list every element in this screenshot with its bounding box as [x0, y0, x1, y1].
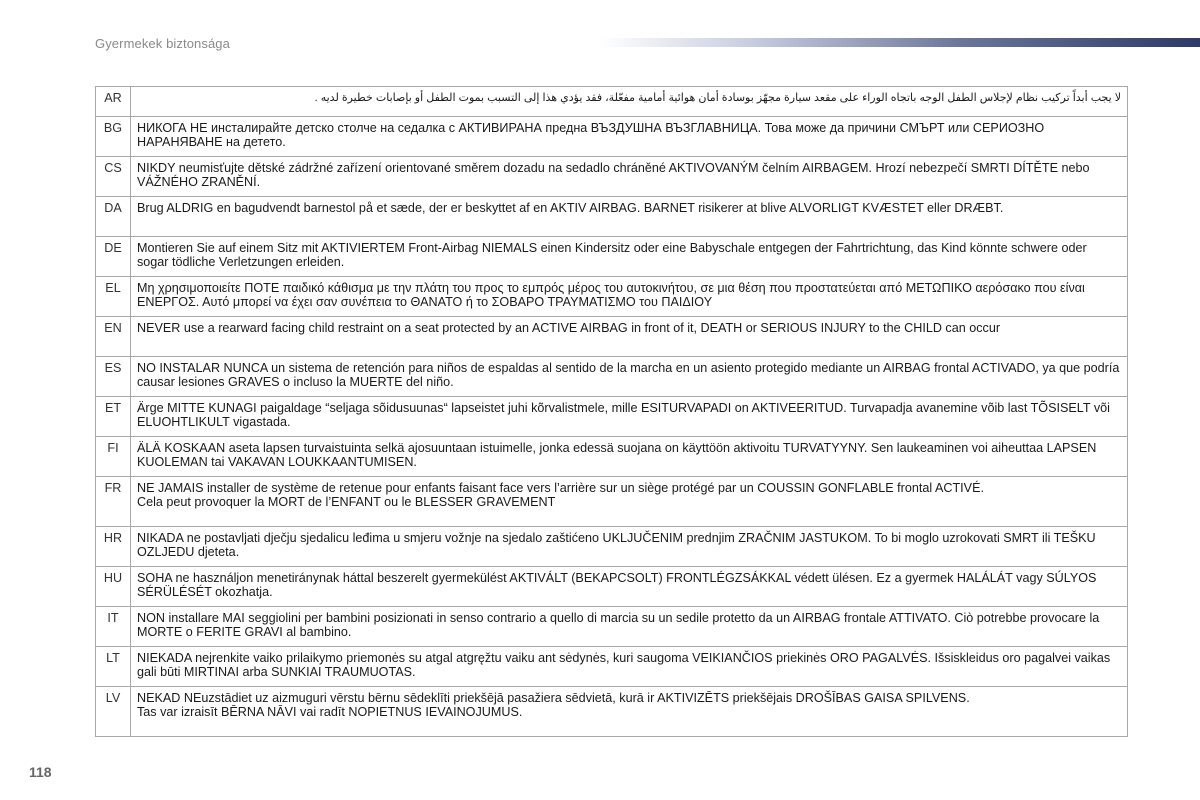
language-code: FI — [96, 437, 131, 477]
warning-text: НИКОГА НЕ инсталирайте детско столче на седалка с АКТИВИРАНА предна ВЪЗДУШНА ВЪЗГЛАВНИЦА. Това може да причини СМЪРТ или СЕРИОЗНО НАРАНЯВАНЕ на детето. — [131, 117, 1128, 157]
warning-text: ÄLÄ KOSKAAN aseta lapsen turvaistuinta selkä ajosuuntaan istuimelle, jonka edessä suojana on käyttöön aktivoitu TURVATYYNY. Sen laukeaminen voi aiheuttaa LAPSEN KUOLEMAN tai VAKAVAN LOUKKAANTUMISEN. — [131, 437, 1128, 477]
warning-text: Brug ALDRIG en bagudvendt barnestol på et sæde, der er beskyttet af en AKTIV AIRBAG. BARNET risikerer at blive ALVORLIGT KVÆSTET eller DRÆBT. — [131, 197, 1128, 237]
language-code: IT — [96, 607, 131, 647]
warning-text: NEKAD NEuzstādiet uz aizmuguri vērstu bērnu sēdeklīti priekšējā pasažiera sēdvietā, kurā ir AKTIVIZĒTS priekšējais DROŠĪBAS GAISA SPILVENS. — [137, 691, 970, 705]
language-code: CS — [96, 157, 131, 197]
table-row — [96, 397, 1128, 437]
table-row — [96, 197, 1128, 237]
warning-text: Μη χρησιμοποιείτε ΠΟΤΕ παιδικό κάθισμα με την πλάτη του προς το εμπρός μέρος του αυτοκινήτου, σε μια θέση που προστατεύεται από ΜΕΤΩΠΙΚΟ αερόσακο που είναι ΕΝΕΡΓΟΣ. Αυτό μπορεί να έχει σαν συνέπεια το ΘΑΝΑΤΟ ή το ΣΟΒΑΡΟ ΤΡΑΥΜΑΤΙΣΜΟ του ΠΑΙΔΙΟΥ — [131, 277, 1128, 317]
warning-text: Ärge MITTE KUNAGI paigaldage “seljaga sõidusuunas“ lapseistet juhi kõrvalistmele, mille ESITURVAPADI on AKTIVEERITUD. Turvapadja avanemine võib last TÕSISELT või ELUOHTLIKULT vigastada. — [131, 397, 1128, 437]
warning-text: SOHA ne használjon menetiránynak háttal beszerelt gyermekülést AKTIVÁLT (BEKAPCSOLT) FRONTLÉGZSÁKKAL védett ülésen. Ez a gyermek HALÁLÁT vagy SÚLYOS SÉRÜLÉSÉT okozhatja. — [131, 567, 1128, 607]
language-code: EN — [96, 317, 131, 357]
table-row — [96, 157, 1128, 197]
language-code: HU — [96, 567, 131, 607]
language-code: LT — [96, 647, 131, 687]
language-code: ES — [96, 357, 131, 397]
warning-text: NO INSTALAR NUNCA un sistema de retención para niños de espaldas al sentido de la marcha en un asiento protegido mediante un AIRBAG frontal ACTIVADO, ya que podría causar lesiones GRAVES o incluso la MUERTE del niño. — [131, 357, 1128, 397]
table-row — [96, 277, 1128, 317]
table-row — [96, 687, 1128, 737]
warning-text: NIEKADA nejrenkite vaiko prilaikymo priemonės su atgal atgręžtu vaiku ant sėdynės, kuri saugoma VEIKIANČIOS priekinės ORO PAGALVĖS. Išsiskleidus oro pagalvei vaikas gali būti MIRTINAI arba SUNKIAI TRAUMUOTAS. — [131, 647, 1128, 687]
warning-text: NEVER use a rearward facing child restraint on a seat protected by an ACTIVE AIRBAG in front of it, DEATH or SERIOUS INJURY to the CHILD can occur — [131, 317, 1128, 357]
language-code: FR — [96, 477, 131, 527]
warning-text: NIKDY neumisťujte dětské zádržné zařízení orientované směrem dozadu na sedadlo chráněné AKTIVOVANÝM čelním AIRBAGEM. Hrozí nebezpečí SMRTI DÍTĚTE nebo VÁŽNÉHO ZRANĚNÍ. — [131, 157, 1128, 197]
table-row — [96, 87, 1128, 117]
table-row — [96, 567, 1128, 607]
table-row — [96, 357, 1128, 397]
warning-text-continued: Tas var izraisīt BĒRNA NĀVI vai radīt NOPIETNUS IEVAINOJUMUS. — [137, 704, 523, 719]
table-row — [96, 437, 1128, 477]
language-code: DA — [96, 197, 131, 237]
warning-text-continued: Cela peut provoquer la MORT de l’ENFANT ou le BLESSER GRAVEMENT — [137, 494, 556, 509]
warning-text: لا يجب أبداً تركيب نظام لإجلاس الطفل الوجه باتجاه الوراء على مقعد سيارة مجهّز بوسادة أمان هوائية أمامية مفعّلة، فقد يؤدي هذا إلى التسبب بموت الطفل أو بإصابات خطيرة لديه . — [131, 87, 1128, 117]
airbag-warning-table — [95, 86, 1128, 737]
language-code: HR — [96, 527, 131, 567]
warning-text-cell — [131, 687, 1128, 737]
language-code: EL — [96, 277, 131, 317]
page-number: 118 — [29, 764, 52, 780]
table-row — [96, 647, 1128, 687]
table-row — [96, 607, 1128, 647]
table-row — [96, 317, 1128, 357]
language-code: ET — [96, 397, 131, 437]
warning-text: NE JAMAIS installer de système de retenue pour enfants faisant face vers l’arrière sur un siège protégé par un COUSSIN GONFLABLE frontal ACTIVÉ. — [137, 481, 984, 495]
table-row — [96, 477, 1128, 527]
header-gradient-bar — [600, 38, 1200, 47]
language-code: BG — [96, 117, 131, 157]
table-row — [96, 237, 1128, 277]
warning-text-cell — [131, 477, 1128, 527]
language-code: LV — [96, 687, 131, 737]
warning-text: NIKADA ne postavljati dječju sjedalicu leđima u smjeru vožnje na sjedalo zaštićeno UKLJUČENIM prednjim ZRAČNIM JASTUKOM. To bi moglo uzrokovati SMRT ili TEŠKU OZLJEDU djeteta. — [131, 527, 1128, 567]
language-code: AR — [96, 87, 131, 117]
table-row — [96, 527, 1128, 567]
page-header-title: Gyermekek biztonsága — [95, 36, 230, 51]
language-code: DE — [96, 237, 131, 277]
warning-text: NON installare MAI seggiolini per bambini posizionati in senso contrario a quello di marcia su un sedile protetto da un AIRBAG frontale ATTIVATO. Ciò potrebbe provocare la MORTE o FERITE GRAVI al bambino. — [131, 607, 1128, 647]
table-row — [96, 117, 1128, 157]
warning-text: Montieren Sie auf einem Sitz mit AKTIVIERTEM Front-Airbag NIEMALS einen Kindersitz oder eine Babyschale entgegen der Fahrtrichtung, das Kind könnte schwere oder sogar tödliche Verletzungen erleiden. — [131, 237, 1128, 277]
